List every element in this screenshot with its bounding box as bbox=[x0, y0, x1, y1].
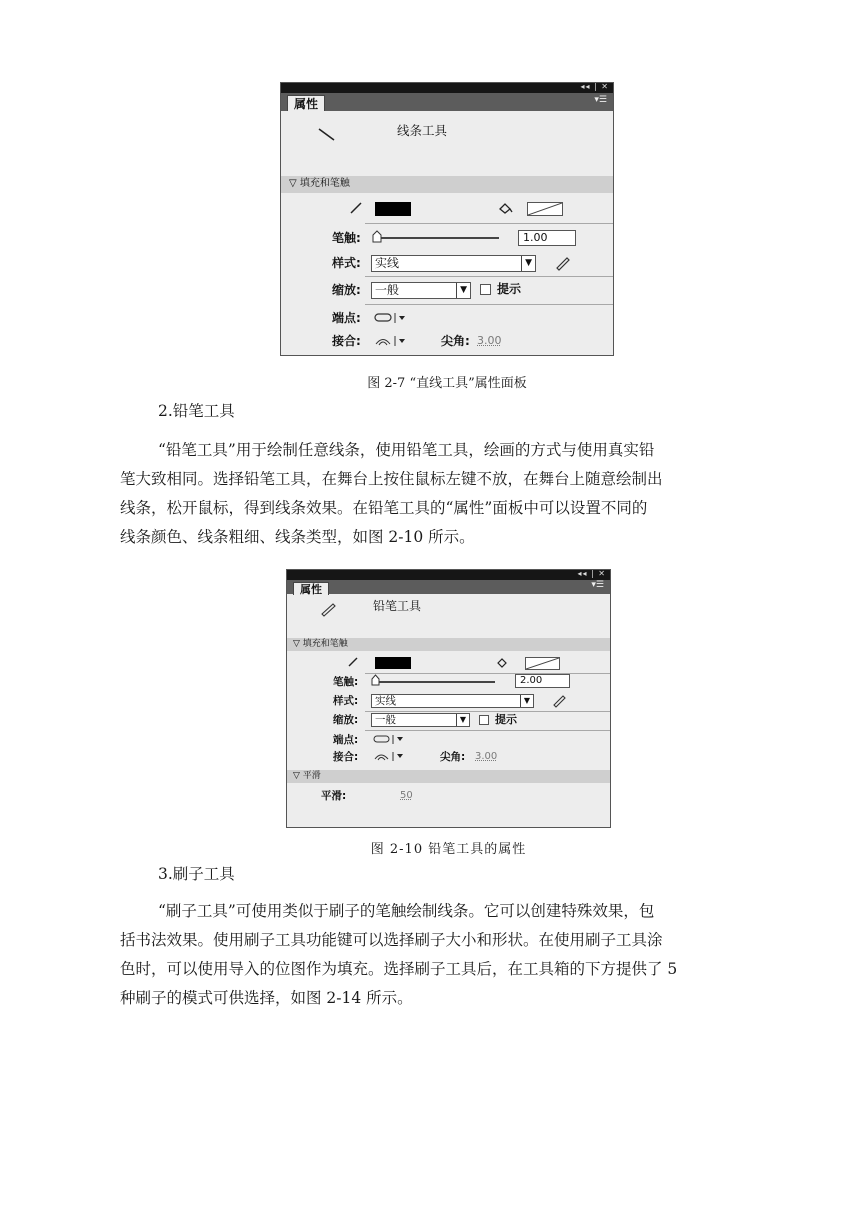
scale-label: 缩放: bbox=[332, 283, 361, 297]
text-line: “刷子工具”可使用类似于刷子的笔触绘制线条。它可以创建特殊效果，包 bbox=[158, 902, 655, 920]
stroke-label: 笔触: bbox=[332, 231, 361, 245]
pencil-tool-icon bbox=[320, 602, 338, 616]
panel-tab-row bbox=[287, 580, 610, 594]
stroke-label: 笔触: bbox=[333, 676, 359, 688]
fill-color-swatch[interactable] bbox=[525, 657, 560, 670]
hint-checkbox[interactable] bbox=[480, 284, 491, 295]
panel-title-bar bbox=[287, 570, 610, 580]
hint-label: 提示 bbox=[497, 282, 522, 296]
stroke-slider-track[interactable] bbox=[375, 681, 495, 683]
hint-checkbox[interactable] bbox=[479, 715, 489, 725]
stroke-value-text: 1.00 bbox=[523, 231, 548, 244]
paint-bucket-icon bbox=[496, 656, 510, 668]
window-controls[interactable]: ◂◂ | ✕ bbox=[577, 569, 606, 578]
style-value: 实线 bbox=[375, 256, 400, 270]
join-style-icon[interactable] bbox=[374, 335, 412, 347]
stroke-value-input[interactable] bbox=[518, 230, 576, 246]
divider bbox=[365, 673, 610, 674]
cap-label: 端点: bbox=[333, 734, 359, 746]
style-value: 实线 bbox=[375, 695, 396, 707]
paragraph-pencil-tool bbox=[120, 436, 740, 552]
text-line: 线条，松开鼠标，得到线条效果。在铅笔工具的“属性”面板中可以设置不同的 bbox=[120, 499, 648, 517]
paragraph-brush-tool bbox=[120, 897, 740, 1013]
text-line: 色时，可以使用导入的位图作为填充。选择刷子工具后，在工具箱的下方提供了 5 bbox=[120, 960, 678, 978]
section-fill-stroke[interactable]: ▽ 填充和笔触 bbox=[287, 638, 610, 651]
scale-value: 一般 bbox=[375, 283, 400, 297]
custom-style-pencil-icon[interactable] bbox=[554, 255, 572, 271]
join-style-icon[interactable] bbox=[373, 751, 409, 762]
text-line: 括书法效果。使用刷子工具功能键可以选择刷子大小和形状。在使用刷子工具涂 bbox=[120, 931, 663, 949]
section-smooth[interactable]: ▽ 平滑 bbox=[287, 770, 610, 783]
divider bbox=[365, 276, 613, 277]
panel-tab-row bbox=[281, 93, 613, 111]
tool-name: 铅笔工具 bbox=[373, 599, 422, 613]
scale-label: 缩放: bbox=[333, 714, 359, 726]
scale-value: 一般 bbox=[375, 714, 396, 726]
panel-menu-icon[interactable]: ▾☰ bbox=[594, 95, 607, 105]
text-line: 笔大致相同。选择铅笔工具，在舞台上按住鼠标左键不放，在舞台上随意绘制出 bbox=[120, 470, 663, 488]
chevron-down-icon: ▼ bbox=[456, 714, 466, 726]
scale-dropdown[interactable] bbox=[371, 282, 471, 299]
chevron-down-icon: ▼ bbox=[520, 695, 530, 707]
cap-label: 端点: bbox=[332, 311, 361, 325]
chevron-down-icon: ▼ bbox=[521, 256, 532, 271]
miter-label: 尖角: bbox=[441, 334, 470, 348]
stroke-value-input[interactable] bbox=[515, 674, 570, 688]
hint-label: 提示 bbox=[495, 713, 517, 726]
divider bbox=[365, 711, 610, 712]
style-dropdown[interactable] bbox=[371, 255, 536, 272]
pencil-stroke-color-icon bbox=[347, 656, 359, 668]
join-label: 接合: bbox=[332, 334, 361, 348]
pencil-tool-properties-panel bbox=[286, 569, 611, 828]
paint-bucket-icon bbox=[498, 201, 514, 215]
style-label: 样式: bbox=[332, 256, 361, 270]
custom-style-pencil-icon[interactable] bbox=[551, 693, 567, 707]
cap-style-icon[interactable] bbox=[374, 312, 412, 324]
stroke-color-swatch[interactable] bbox=[375, 202, 411, 216]
style-label: 样式: bbox=[333, 695, 359, 707]
join-label: 接合: bbox=[333, 751, 359, 763]
panel-title-bar bbox=[281, 83, 613, 93]
tab-properties[interactable]: 属性 bbox=[287, 95, 325, 111]
pencil-stroke-color-icon bbox=[349, 201, 363, 215]
divider bbox=[365, 730, 610, 731]
scale-dropdown[interactable] bbox=[371, 713, 470, 727]
section-fill-stroke[interactable]: ▽ 填充和笔触 bbox=[281, 176, 613, 193]
window-controls[interactable]: ◂◂ | ✕ bbox=[580, 82, 609, 91]
figure-caption-2-7: 图 2-7 “直线工具”属性面板 bbox=[367, 376, 527, 391]
miter-value[interactable]: 3.00 bbox=[477, 334, 502, 347]
stroke-color-swatch[interactable] bbox=[375, 657, 411, 669]
text-line: 种刷子的模式可供选择，如图 2-14 所示。 bbox=[120, 989, 413, 1007]
style-dropdown[interactable] bbox=[371, 694, 534, 708]
divider bbox=[365, 223, 613, 224]
tab-properties[interactable]: 属性 bbox=[293, 582, 329, 595]
line-tool-icon bbox=[317, 127, 337, 143]
stroke-value-text: 2.00 bbox=[520, 675, 543, 686]
heading-pencil-tool: 2.铅笔工具 bbox=[158, 402, 235, 420]
stroke-slider-handle[interactable] bbox=[372, 231, 382, 243]
text-line: “铅笔工具”用于绘制任意线条，使用铅笔工具，绘画的方式与使用真实铅 bbox=[158, 441, 655, 459]
divider bbox=[365, 304, 613, 305]
miter-label: 尖角: bbox=[440, 751, 466, 763]
smooth-label: 平滑: bbox=[321, 790, 347, 802]
miter-value[interactable]: 3.00 bbox=[475, 751, 498, 762]
cap-style-icon[interactable] bbox=[373, 734, 409, 745]
text-line: 线条颜色、线条粗细、线条类型，如图 2-10 所示。 bbox=[120, 528, 475, 546]
fill-color-swatch[interactable] bbox=[527, 202, 563, 216]
panel-menu-icon[interactable]: ▾☰ bbox=[591, 580, 604, 590]
stroke-slider-track[interactable] bbox=[377, 237, 499, 239]
figure-caption-2-10: 图 2-10 铅笔工具的属性 bbox=[370, 842, 527, 857]
heading-brush-tool: 3.刷子工具 bbox=[158, 865, 235, 883]
line-tool-properties-panel bbox=[280, 82, 614, 356]
smooth-value[interactable]: 50 bbox=[400, 790, 413, 801]
stroke-slider-handle[interactable] bbox=[371, 675, 380, 686]
chevron-down-icon: ▼ bbox=[456, 283, 467, 298]
tool-name: 线条工具 bbox=[397, 123, 448, 138]
